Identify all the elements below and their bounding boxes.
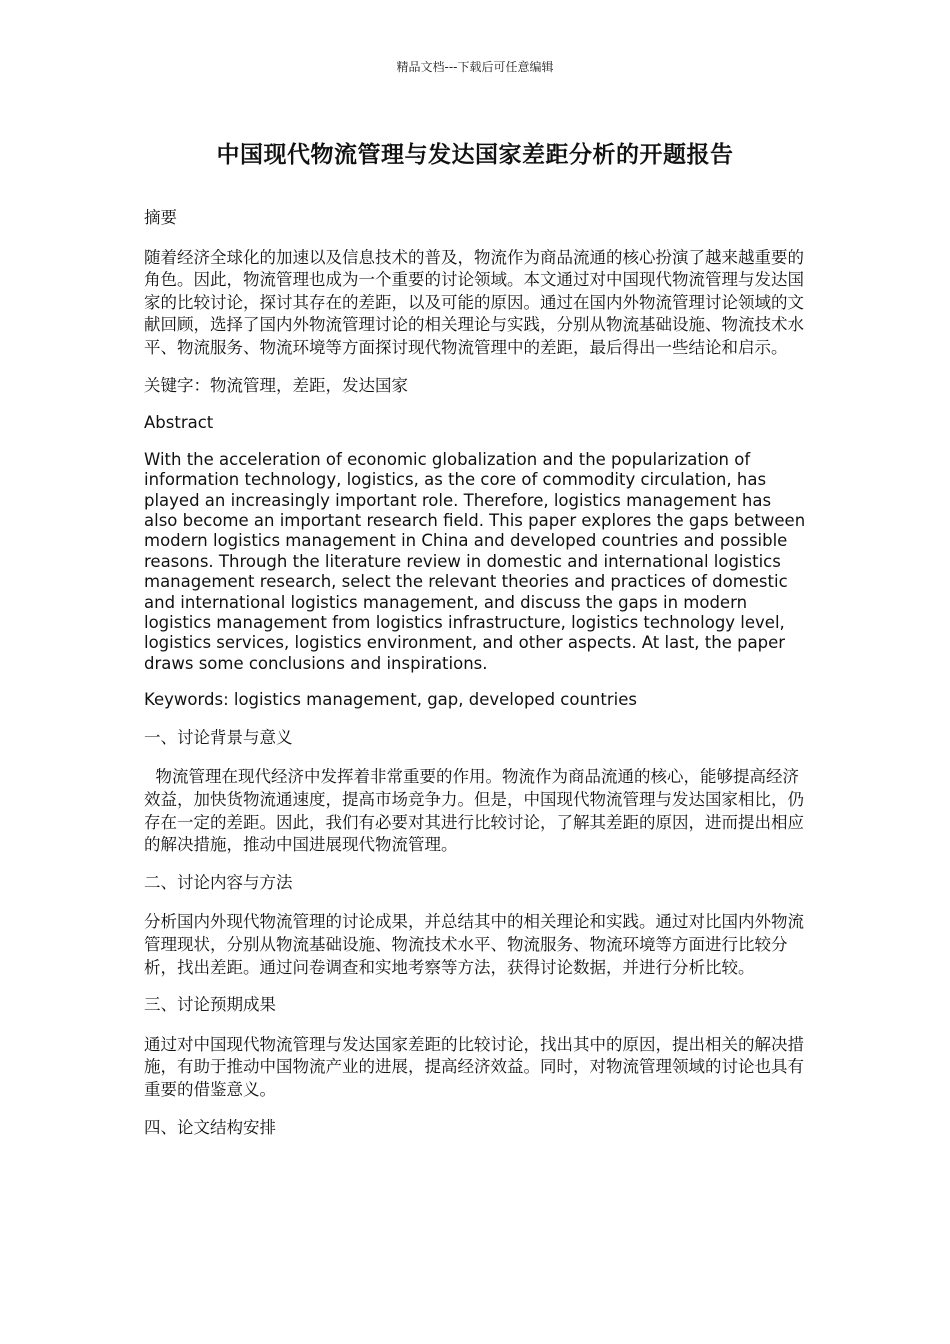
document-body xyxy=(144,207,808,1156)
abstract-en-heading: Abstract xyxy=(144,413,214,433)
section-1-heading: 一、讨论背景与意义 xyxy=(144,727,293,747)
header-note: 精品文档---下载后可任意编辑 xyxy=(396,60,554,74)
abstract-en-keywords: Keywords: logistics management, gap, developed countries xyxy=(144,690,637,710)
section-3-body: 通过对中国现代物流管理与发达国家差距的比较讨论，找出其中的原因，提出相关的解决措施，有助于推动中国物流产业的进展，提高经济效益。同时，对物流管理领域的讨论也具有重要的借鉴意义。 xyxy=(144,1034,804,1099)
abstract-cn-body: 随着经济全球化的加速以及信息技术的普及，物流作为商品流通的核心扮演了越来越重要的角色。因此，物流管理也成为一个重要的讨论领域。本文通过对中国现代物流管理与发达国家的比较讨论，探讨其存在的差距，以及可能的原因。通过在国内外物流管理讨论领域的文献回顾，选择了国内外物流管理讨论的相关理论与实践，分别从物流基础设施、物流技术水平、物流服务、物流环境等方面探讨现代物流管理中的差距，最后得出一些结论和启示。 xyxy=(144,247,804,357)
section-1-body: 物流管理在现代经济中发挥着非常重要的作用。物流作为商品流通的核心，能够提高经济效益，加快货物流通速度，提高市场竞争力。但是，中国现代物流管理与发达国家相比，仍存在一定的差距。因此，我们有必要对其进行比较讨论，了解其差距的原因，进而提出相应的解决措施，推动中国进展现代物流管理。 xyxy=(144,767,804,855)
section-2-body: 分析国内外现代物流管理的讨论成果，并总结其中的相关理论和实践。通过对比国内外物流管理现状，分别从物流基础设施、物流技术水平、物流服务、物流环境等方面进行比较分析，找出差距。通过问卷调查和实地考察等方法，获得讨论数据，并进行分析比较。 xyxy=(144,912,804,977)
abstract-cn-keywords: 关键字：物流管理，差距，发达国家 xyxy=(144,375,408,395)
abstract-en-body: With the acceleration of economic globalization and the popularization of information technology, logistics, as the core of commodity circulation, has played an increasingly important role. Therefore, logistics management has also become an important research field. This paper explores the gaps between modern logistics management in China and developed countries and possible reasons. Through the literature review in domestic and international logistics management research, select the relevant theories and practices of domestic and international logistics management, and discuss the gaps in modern logistics management from logistics infrastructure, logistics technology level, logistics services, logistics environment, and other aspects. At last, the paper draws some conclusions and inspirations. xyxy=(144,449,806,673)
section-2-heading: 二、讨论内容与方法 xyxy=(144,872,293,892)
section-3-heading: 三、讨论预期成果 xyxy=(144,995,276,1015)
document-title: 中国现代物流管理与发达国家差距分析的开题报告 xyxy=(216,142,734,168)
abstract-cn-heading: 摘要 xyxy=(144,208,177,227)
section-4-heading: 四、论文结构安排 xyxy=(144,1117,276,1137)
